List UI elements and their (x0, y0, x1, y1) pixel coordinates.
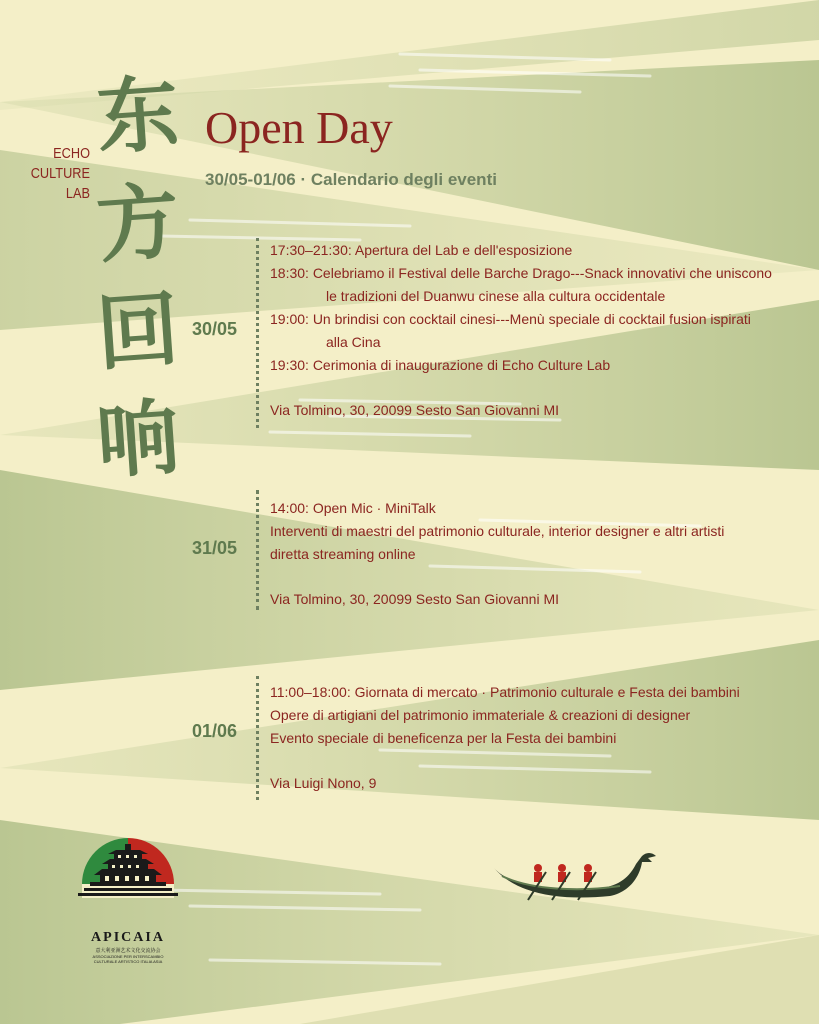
calligraphy-char: 方 (93, 173, 183, 275)
event-line: 19:00: Un brindisi con cocktail cinesi---Menù speciale di cocktail fusion ispirati (270, 311, 751, 327)
brand-line: CULTURE (30, 165, 90, 182)
dragon-boat-icon (490, 846, 660, 906)
temple-emblem-icon (78, 838, 178, 928)
day-date: 31/05 (192, 538, 238, 558)
timeline-divider (256, 676, 259, 800)
event-address: Via Tolmino, 30, 20099 Sesto San Giovanni MI (270, 402, 559, 418)
calligraphy-title (88, 62, 188, 494)
event-line: Interventi di maestri del patrimonio culturale, interior designer e altri artisti (270, 523, 725, 539)
page-title: Open Day (205, 102, 393, 153)
day-events (270, 497, 810, 611)
timeline-divider (256, 490, 259, 610)
logo-italian-line: ASSOCIAZIONE PER INTERSCAMBIO (92, 954, 164, 959)
brand-line: LAB (65, 185, 90, 202)
event-line: 18:30: Celebriamo il Festival delle Barche Drago---Snack innovativi che uniscono (270, 265, 772, 281)
brand-line: ECHO (53, 145, 90, 162)
calligraphy-char: 东 (93, 65, 183, 167)
logo-chinese-name: 意大利亚洲艺术文化交流协会 (95, 948, 161, 954)
calligraphy-char: 回 (93, 281, 183, 383)
event-address: Via Tolmino, 30, 20099 Sesto San Giovanni MI (270, 591, 559, 607)
logo-italian-line: CULTURALE ARTISTICO ITALIA ASIA (93, 959, 163, 964)
apicaia-logo (78, 838, 178, 964)
timeline-divider (256, 238, 259, 428)
event-line: diretta streaming online (270, 546, 416, 562)
event-line: 14:00: Open Mic · MiniTalk (270, 500, 436, 516)
event-line: 17:30–21:30: Apertura del Lab e dell'esposizione (270, 242, 573, 258)
day-events (270, 239, 810, 422)
event-line: 19:30: Cerimonia di inaugurazione di Echo Culture Lab (270, 357, 611, 373)
event-line: 11:00–18:00: Giornata di mercato · Patrimonio culturale e Festa dei bambini (270, 684, 740, 700)
brand-echo-culture-lab (25, 144, 90, 204)
logo-name: APICAIA (91, 930, 165, 945)
event-line: le tradizioni del Duanwu cinese alla cultura occidentale (326, 288, 666, 304)
event-address: Via Luigi Nono, 9 (270, 775, 377, 791)
event-line: Opere di artigiani del patrimonio immateriale & creazioni di designer (270, 707, 691, 723)
calligraphy-char: 响 (93, 389, 183, 491)
logo-italian-name (68, 954, 188, 964)
event-line: alla Cina (326, 334, 381, 350)
day-date: 30/05 (192, 319, 238, 339)
page-subtitle: 30/05-01/06 · Calendario degli eventi (205, 170, 497, 189)
event-line: Evento speciale di beneficenza per la Festa dei bambini (270, 730, 617, 746)
day-events (270, 681, 810, 795)
day-date: 01/06 (192, 721, 238, 741)
